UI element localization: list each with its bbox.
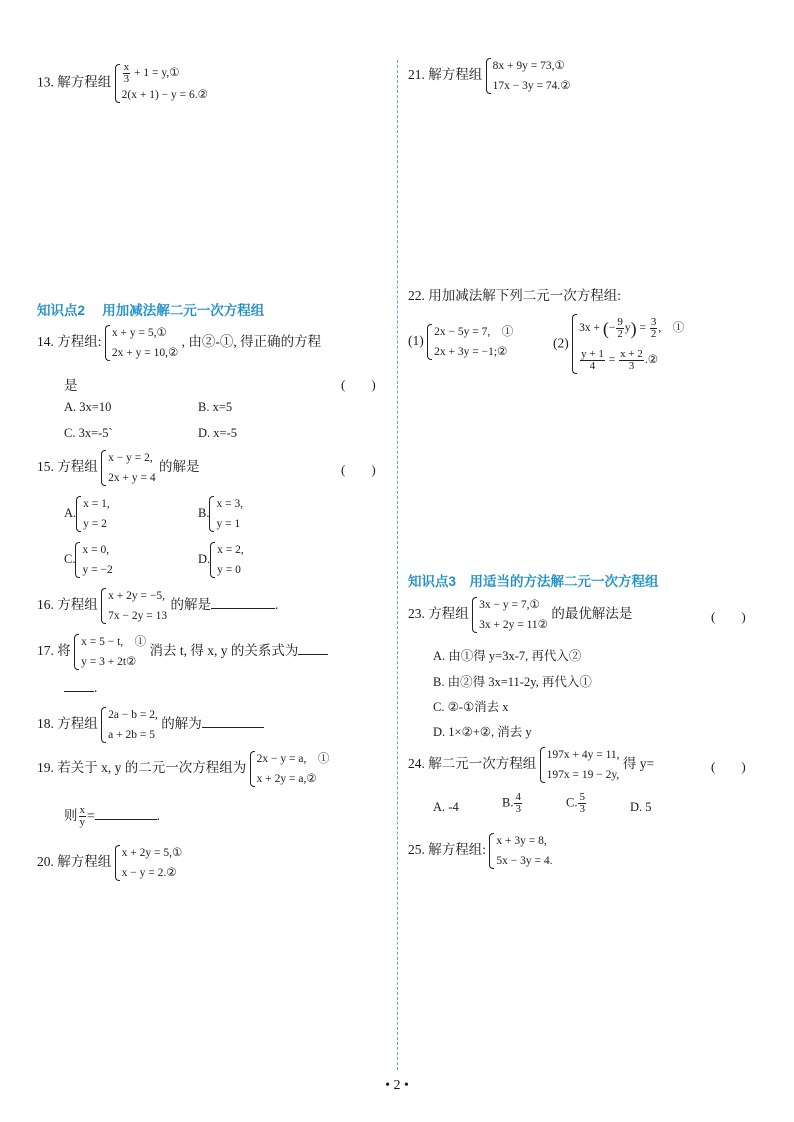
q22-part1: (1) 2x − 5y = 7, ① 2x + 3y = −1;② [408, 322, 513, 362]
section-2-title: 知识点2 用加减法解二元一次方程组 [37, 303, 265, 318]
q15-option-c: C. x = 0, y = −2 [64, 540, 113, 580]
q24-option-a: A. -4 [433, 800, 459, 814]
q19-blank[interactable] [95, 819, 157, 820]
q24-option-b: B. $\frac{4}{3}$ [502, 791, 521, 815]
q24-option-d: D. 5 [630, 800, 652, 814]
q14-line2: 是 [64, 378, 78, 393]
q18-blank[interactable] [202, 727, 264, 728]
page-number: • 2 • [385, 1078, 409, 1093]
question-24: 24. 解二元一次方程组 197x + 4y = 11, 197x = 19 − 2y, 得 y= [408, 745, 654, 785]
column-divider [397, 60, 398, 1070]
question-15: 15. 方程组 x − y = 2, 2x + y = 4 的解是 [37, 448, 199, 488]
question-17: 17. 将 x = 5 − t, ① y = 3 + 2t② 消去 t, 得 x, y 的关系式为 [37, 632, 328, 672]
q15-option-d: D. x = 2, y = 0 [198, 540, 244, 580]
q24-option-c: C. $\frac{5}{3}$ [566, 791, 585, 815]
question-20: 20. 解方程组 x + 2y = 5,① x − y = 2.② [37, 843, 182, 883]
q14-paren: ( ) [341, 377, 376, 392]
q17-blank[interactable] [298, 654, 328, 655]
q23-option-b: B. 由②得 3x=11-2y, 再代入① [433, 675, 592, 689]
q14-option-c: C. 3x=-5` [64, 426, 113, 440]
question-23: 23. 方程组 3x − y = 7,① 3x + 2y = 11② 的最优解法是 [408, 595, 632, 635]
q21-label: 21. 解方程组 [408, 67, 483, 83]
q15-option-a: A. x = 1, y = 2 [64, 494, 110, 534]
q23-paren: ( ) [711, 609, 746, 624]
q14-option-a: A. 3x=10 [64, 400, 112, 414]
q24-paren: ( ) [711, 759, 746, 774]
q23-option-a: A. 由①得 y=3x-7, 再代入② [433, 649, 582, 663]
question-21 [408, 56, 571, 96]
question-16: 16. 方程组 x + 2y = −5, 7x − 2y = 13 的解是 . [37, 586, 278, 626]
section-3-title: 知识点3 用适当的方法解二元一次方程组 [408, 574, 659, 589]
question-13 [37, 62, 208, 105]
q16-blank[interactable] [211, 608, 275, 609]
q15-option-b: B. x = 3, y = 1 [198, 494, 243, 534]
question-14: 14. 方程组: x + y = 5,① 2x + y = 10,② , 由②-①, 得正确的方程 [37, 323, 321, 363]
q19-line2: 则 $\frac{x}{y}$ = . [64, 804, 160, 829]
q21-system: 8x + 9y = 73,① 17x − 3y = 74.② [486, 56, 571, 96]
q13-system: $\frac{x}{3}$ + 1 = y,① 2(x + 1) − y = 6.② [115, 62, 208, 105]
question-18: 18. 方程组 2a − b = 2, a + 2b = 5 的解为 [37, 705, 264, 745]
q14-option-d: D. x=-5 [198, 426, 237, 440]
q13-label: 13. 解方程组 [37, 74, 112, 90]
q22-part2: (2) 3x + (− $\frac{9}{2}$ y) = $\frac{3}{2}$ , ① $\frac{y + 1}{4}$ = $\frac{x + 2}{3}$ .② [553, 312, 684, 376]
question-25: 25. 解方程组: x + 3y = 8, 5x − 3y = 4. [408, 831, 553, 871]
q15-paren: ( ) [341, 462, 376, 477]
q17-blank-2[interactable] [64, 691, 94, 692]
q23-option-d: D. 1×②+②, 消去 y [433, 725, 532, 739]
question-19: 19. 若关于 x, y 的二元一次方程组为 2x − y = a, ① x + 2y = a,② [37, 749, 329, 789]
q22-label: 22. 用加减法解下列二元一次方程组: [408, 288, 622, 303]
q23-option-c: C. ②-①消去 x [433, 700, 509, 714]
q14-option-b: B. x=5 [198, 400, 233, 414]
q17-line2: . [64, 680, 97, 696]
